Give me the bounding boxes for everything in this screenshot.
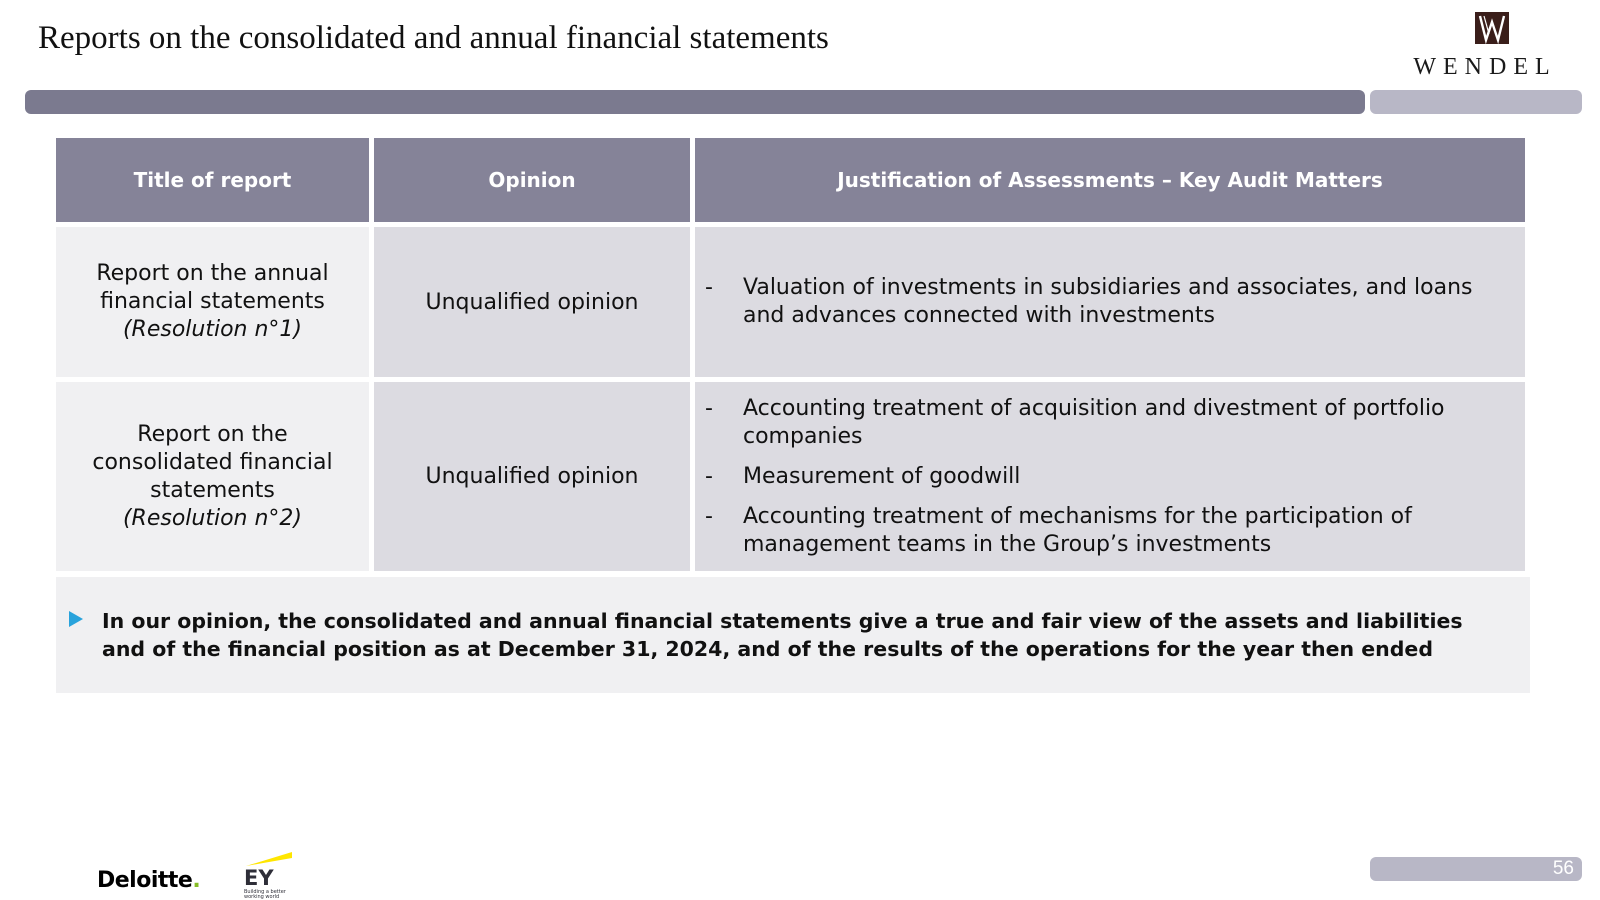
deloitte-logo xyxy=(97,868,200,893)
dash-bullet: - xyxy=(705,395,713,421)
resolution-reference: (Resolution n°1) xyxy=(122,317,303,342)
table-row xyxy=(56,382,1530,571)
wendel-logo xyxy=(1405,12,1565,82)
report-title-cell xyxy=(56,227,369,377)
ey-wordmark: EY xyxy=(244,866,274,890)
opinion-cell xyxy=(374,382,690,571)
dash-bullet: - xyxy=(705,463,713,489)
deloitte-wordmark: Deloitte xyxy=(97,868,193,893)
page-number: 56 xyxy=(1552,858,1574,879)
dash-bullet: - xyxy=(705,503,713,529)
key-audit-matter-text: Valuation of investments in subsidiaries and associates, and loans and advances connected with investments xyxy=(743,275,1473,328)
page-number-bar xyxy=(1370,857,1582,881)
report-title: Report on the annual financial statements xyxy=(96,261,329,314)
column-header-key-audit-matters: Justification of Assessments – Key Audit Matters xyxy=(695,138,1525,222)
column-header-title: Title of report xyxy=(56,138,369,222)
dash-bullet: - xyxy=(705,275,713,300)
report-title: Report on the consolidated financial statements xyxy=(92,421,333,503)
key-audit-matter-text: Accounting treatment of mechanisms for the participation of management teams in the Group’s investments xyxy=(743,503,1412,557)
opinion-text: Unqualified opinion xyxy=(425,289,639,315)
opinion-cell xyxy=(374,227,690,377)
conclusion-box xyxy=(56,577,1530,693)
key-audit-matter-item xyxy=(705,463,1485,491)
ey-tagline: Building a better working world xyxy=(244,889,286,900)
audit-reports-table xyxy=(56,138,1530,576)
key-audit-matter-item xyxy=(705,274,1485,330)
key-audit-matters-cell xyxy=(695,227,1525,377)
wendel-wordmark: WENDEL xyxy=(1413,54,1557,80)
table-row xyxy=(56,227,1530,377)
key-audit-matter-text: Measurement of goodwill xyxy=(743,463,1021,489)
table-header-row xyxy=(56,138,1530,222)
column-header-opinion: Opinion xyxy=(374,138,690,222)
wendel-monogram-icon xyxy=(1475,12,1509,44)
conclusion-text: In our opinion, the consolidated and annual financial statements give a true and fair view of the assets and liabilities and of the financial position as at December 31, 2024, and of the results of the operations for the year then ended xyxy=(102,609,1463,661)
ey-logo xyxy=(244,850,304,900)
key-audit-matters-cell xyxy=(695,382,1525,571)
report-title-cell xyxy=(56,382,369,571)
page-title: Reports on the consolidated and annual financial statements xyxy=(38,20,829,56)
header-bar-accent xyxy=(1370,90,1582,114)
key-audit-matter-item xyxy=(705,395,1485,451)
key-audit-matter-item xyxy=(705,503,1485,559)
header-bar xyxy=(25,90,1365,114)
deloitte-dot: . xyxy=(192,868,201,893)
resolution-reference: (Resolution n°2) xyxy=(122,505,303,531)
triangle-right-icon xyxy=(68,607,102,633)
opinion-text: Unqualified opinion xyxy=(425,464,639,489)
key-audit-matter-text: Accounting treatment of acquisition and divestment of portfolio companies xyxy=(743,395,1445,449)
